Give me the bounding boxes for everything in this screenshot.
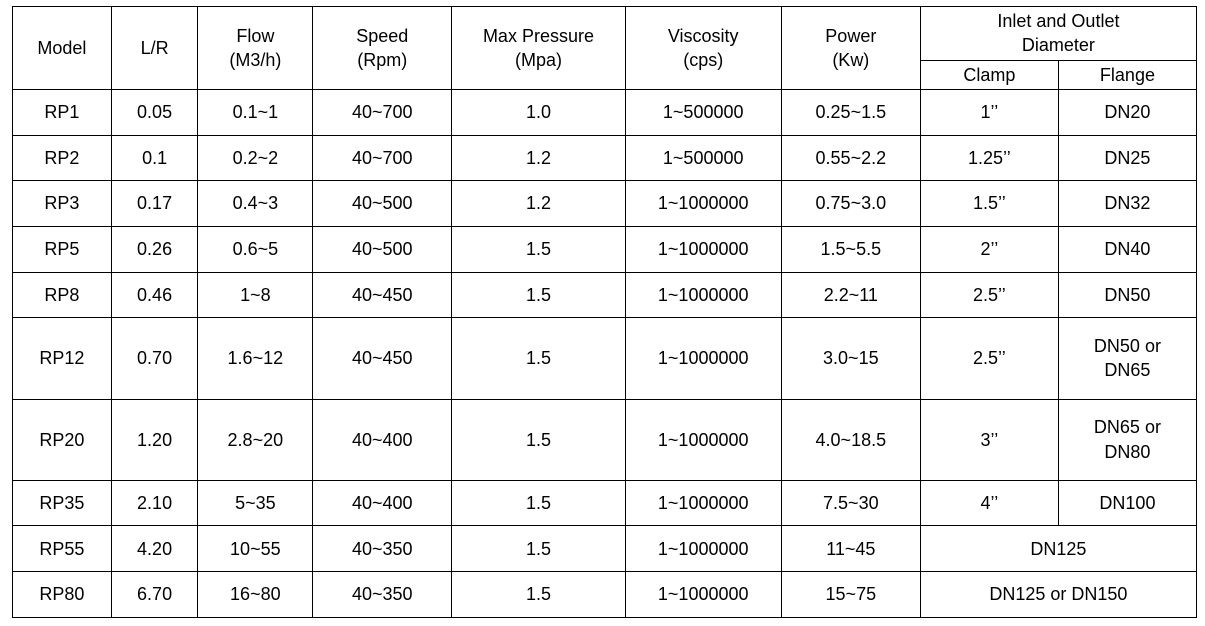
cell-power: 0.25~1.5 [781, 89, 920, 135]
cell-viscosity: 1~500000 [625, 135, 781, 181]
cell-flange: DN20 [1058, 89, 1196, 135]
cell-speed: 40~700 [313, 89, 452, 135]
header-viscosity-line1: Viscosity [667, 25, 739, 46]
cell-clamp: 1.5’’ [920, 181, 1058, 227]
header-row-primary [13, 7, 1197, 61]
table-row [13, 526, 1197, 572]
table-header [13, 7, 1197, 90]
header-model: Model [13, 7, 112, 90]
cell-flow: 1.6~12 [198, 318, 313, 399]
table-body [13, 89, 1197, 617]
header-flow-line2: (M3/h) [229, 49, 282, 70]
cell-model: RP2 [13, 135, 112, 181]
cell-power: 0.75~3.0 [781, 181, 920, 227]
cell-speed: 40~700 [313, 135, 452, 181]
header-diameter-line2: Diameter [1021, 35, 1095, 56]
cell-clamp: 1.25’’ [920, 135, 1058, 181]
header-speed-line1: Speed [356, 25, 409, 46]
header-speed-line2: (Rpm) [357, 49, 408, 70]
cell-flange [1058, 399, 1196, 480]
cell-model: RP55 [13, 526, 112, 572]
cell-speed: 40~450 [313, 272, 452, 318]
cell-power: 0.55~2.2 [781, 135, 920, 181]
cell-lr: 6.70 [111, 572, 198, 618]
cell-clamp: 1’’ [920, 89, 1058, 135]
cell-flange: DN32 [1058, 181, 1196, 227]
cell-power: 4.0~18.5 [781, 399, 920, 480]
cell-max-pressure: 1.5 [452, 480, 625, 526]
cell-flange-line2: DN65 [1104, 360, 1151, 381]
table-row [13, 480, 1197, 526]
table-row [13, 399, 1197, 480]
cell-flange-line2: DN80 [1104, 441, 1151, 462]
cell-viscosity: 1~500000 [625, 89, 781, 135]
cell-speed: 40~500 [313, 226, 452, 272]
header-max-pressure [452, 7, 625, 90]
cell-viscosity: 1~1000000 [625, 399, 781, 480]
cell-clamp: 2.5’’ [920, 272, 1058, 318]
cell-flange: DN40 [1058, 226, 1196, 272]
cell-max-pressure: 1.5 [452, 399, 625, 480]
header-viscosity [625, 7, 781, 90]
cell-viscosity: 1~1000000 [625, 318, 781, 399]
header-viscosity-line2: (cps) [683, 49, 724, 70]
cell-flange-line1: DN50 or [1093, 336, 1161, 357]
cell-flange: DN50 [1058, 272, 1196, 318]
cell-speed: 40~350 [313, 572, 452, 618]
cell-clamp: 3’’ [920, 399, 1058, 480]
cell-speed: 40~450 [313, 318, 452, 399]
cell-viscosity: 1~1000000 [625, 181, 781, 227]
cell-lr: 1.20 [111, 399, 198, 480]
header-clamp: Clamp [920, 60, 1058, 89]
cell-clamp: 4’’ [920, 480, 1058, 526]
cell-power: 11~45 [781, 526, 920, 572]
cell-flange: DN100 [1058, 480, 1196, 526]
cell-power: 1.5~5.5 [781, 226, 920, 272]
cell-model: RP20 [13, 399, 112, 480]
cell-lr: 0.70 [111, 318, 198, 399]
cell-inlet-outlet-diameter: DN125 [920, 526, 1196, 572]
cell-flange: DN25 [1058, 135, 1196, 181]
cell-power: 3.0~15 [781, 318, 920, 399]
cell-model: RP80 [13, 572, 112, 618]
table-row [13, 318, 1197, 399]
cell-lr: 4.20 [111, 526, 198, 572]
header-inlet-outlet-diameter [920, 7, 1196, 61]
cell-lr: 0.17 [111, 181, 198, 227]
header-flange: Flange [1058, 60, 1196, 89]
cell-viscosity: 1~1000000 [625, 272, 781, 318]
cell-model: RP5 [13, 226, 112, 272]
cell-viscosity: 1~1000000 [625, 526, 781, 572]
header-flow [198, 7, 313, 90]
cell-clamp: 2.5’’ [920, 318, 1058, 399]
cell-flow: 2.8~20 [198, 399, 313, 480]
cell-speed: 40~350 [313, 526, 452, 572]
cell-flange-line1: DN65 or [1093, 417, 1161, 438]
table-row [13, 89, 1197, 135]
cell-max-pressure: 1.5 [452, 572, 625, 618]
header-speed [313, 7, 452, 90]
cell-max-pressure: 1.5 [452, 226, 625, 272]
cell-max-pressure: 1.0 [452, 89, 625, 135]
cell-lr: 0.1 [111, 135, 198, 181]
cell-lr: 0.05 [111, 89, 198, 135]
cell-model: RP3 [13, 181, 112, 227]
cell-speed: 40~500 [313, 181, 452, 227]
header-power-line1: Power [825, 25, 877, 46]
header-power-line2: (Kw) [832, 49, 870, 70]
cell-flow: 0.2~2 [198, 135, 313, 181]
cell-flow: 0.1~1 [198, 89, 313, 135]
cell-model: RP8 [13, 272, 112, 318]
header-flow-line1: Flow [236, 25, 275, 46]
header-pressure-line2: (Mpa) [514, 49, 562, 70]
cell-inlet-outlet-diameter: DN125 or DN150 [920, 572, 1196, 618]
table-row [13, 181, 1197, 227]
header-power [781, 7, 920, 90]
cell-speed: 40~400 [313, 480, 452, 526]
table-row [13, 135, 1197, 181]
cell-flow: 0.4~3 [198, 181, 313, 227]
cell-viscosity: 1~1000000 [625, 480, 781, 526]
cell-lr: 0.26 [111, 226, 198, 272]
cell-viscosity: 1~1000000 [625, 226, 781, 272]
cell-max-pressure: 1.5 [452, 318, 625, 399]
header-diameter-line1: Inlet and Outlet [997, 11, 1120, 31]
cell-power: 15~75 [781, 572, 920, 618]
pump-specification-table [12, 6, 1197, 618]
cell-flow: 0.6~5 [198, 226, 313, 272]
cell-lr: 0.46 [111, 272, 198, 318]
cell-model: RP12 [13, 318, 112, 399]
cell-flow: 1~8 [198, 272, 313, 318]
cell-power: 7.5~30 [781, 480, 920, 526]
header-lr: L/R [111, 7, 198, 90]
table-row [13, 226, 1197, 272]
cell-flow: 10~55 [198, 526, 313, 572]
cell-max-pressure: 1.5 [452, 526, 625, 572]
cell-max-pressure: 1.5 [452, 272, 625, 318]
cell-flow: 5~35 [198, 480, 313, 526]
table-row [13, 572, 1197, 618]
cell-power: 2.2~11 [781, 272, 920, 318]
cell-max-pressure: 1.2 [452, 181, 625, 227]
table-row [13, 272, 1197, 318]
cell-speed: 40~400 [313, 399, 452, 480]
cell-flange [1058, 318, 1196, 399]
cell-viscosity: 1~1000000 [625, 572, 781, 618]
cell-clamp: 2’’ [920, 226, 1058, 272]
header-pressure-line1: Max Pressure [482, 25, 594, 46]
cell-max-pressure: 1.2 [452, 135, 625, 181]
cell-lr: 2.10 [111, 480, 198, 526]
cell-model: RP1 [13, 89, 112, 135]
cell-flow: 16~80 [198, 572, 313, 618]
cell-model: RP35 [13, 480, 112, 526]
